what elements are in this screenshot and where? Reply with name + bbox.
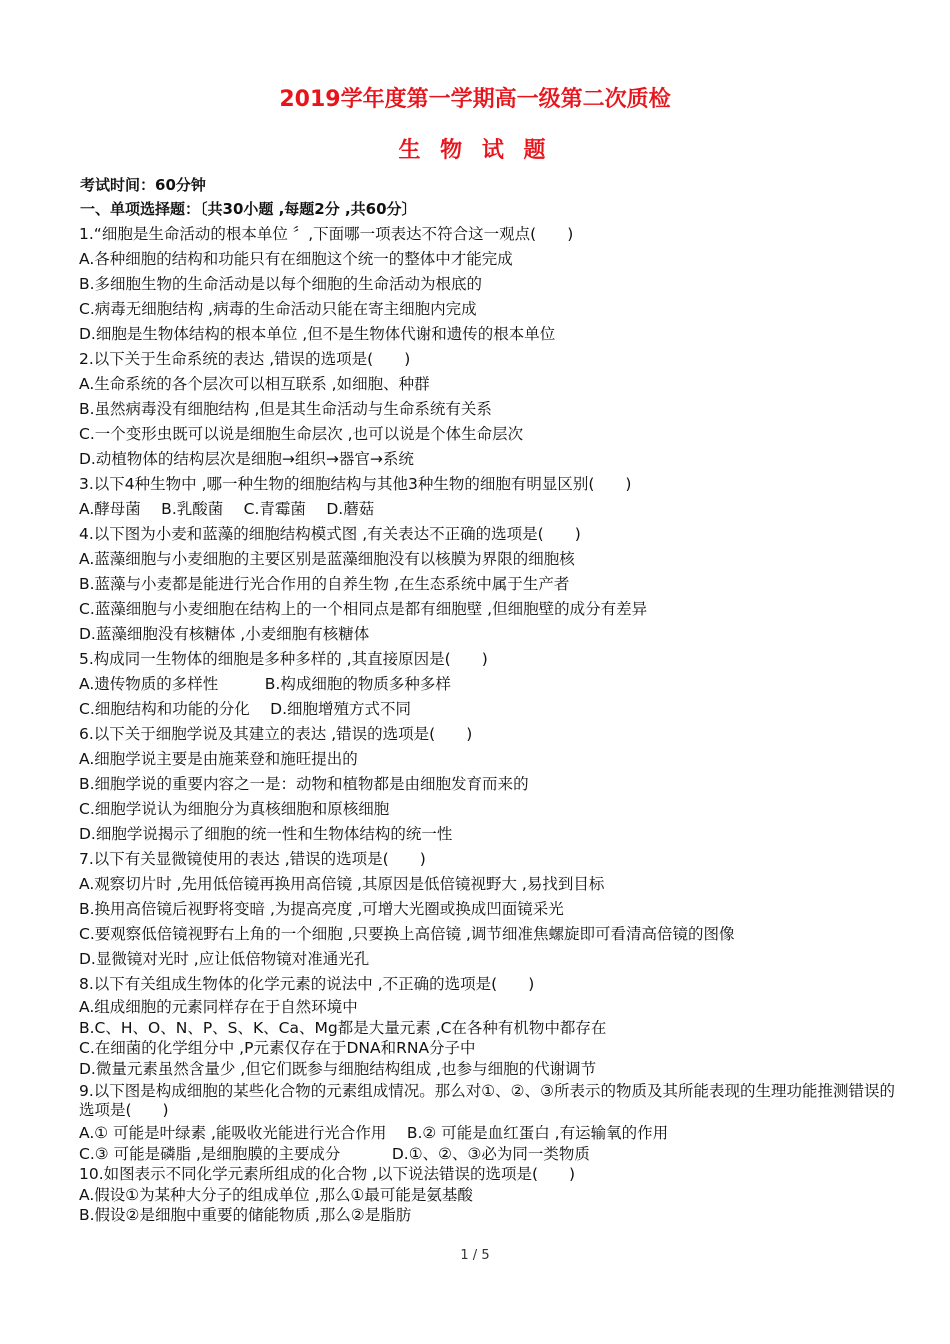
question-line: C.病毒无细胞结构 ,病毒的生命活动只能在寄主细胞内完成 xyxy=(79,300,477,318)
question-line: A.① 可能是叶绿素 ,能吸收光能进行光合作用 B.② 可能是血红蛋白 ,有运输氧的作用 xyxy=(79,1124,669,1142)
question-line: C.要观察低倍镜视野右上角的一个细胞 ,只要换上高倍镜 ,调节细准焦螺旋即可看清高倍镜的图像 xyxy=(79,925,735,943)
question-list xyxy=(79,222,899,1226)
question-line: D.微量元素虽然含量少 ,但它们既参与细胞结构组成 ,也参与细胞的代谢调节 xyxy=(79,1059,597,1078)
question-line: C.细胞学说认为细胞分为真核细胞和原核细胞 xyxy=(79,800,390,818)
question-line: 7.以下有关显微镜使用的表达 ,错误的选项是( ) xyxy=(79,850,426,868)
question-line: A.生命系统的各个层次可以相互联系 ,如细胞、种群 xyxy=(79,375,430,393)
question-line: B.蓝藻与小麦都是能进行光合作用的自养生物 ,在生态系统中属于生产者 xyxy=(79,575,570,593)
question-line: 2.以下关于生命系统的表达 ,错误的选项是( ) xyxy=(79,350,411,368)
exam-title: 2019学年度第一学期高一级第二次质检 xyxy=(279,87,671,112)
question-line: C.细胞结构和功能的分化 D.细胞增殖方式不同 xyxy=(79,700,412,718)
question-line: C.③ 可能是磷脂 ,是细胞膜的主要成分 D.①、②、③必为同一类物质 xyxy=(79,1144,590,1163)
question-line: D.细胞学说揭示了细胞的统一性和生物体结构的统一性 xyxy=(79,825,453,843)
question-line: B.虽然病毒没有细胞结构 ,但是其生命活动与生命系统有关系 xyxy=(79,400,492,418)
question-line: D.蓝藻细胞没有核糖体 ,小麦细胞有核糖体 xyxy=(79,625,370,643)
question-line: 6.以下关于细胞学说及其建立的表达 ,错误的选项是( ) xyxy=(79,725,473,743)
question-line: C.蓝藻细胞与小麦细胞在结构上的一个相同点是都有细胞壁 ,但细胞壁的成分有差异 xyxy=(79,600,648,618)
question-line: B.C、H、O、N、P、S、K、Ca、Mg都是大量元素 ,C在各种有机物中都存在 xyxy=(79,1018,607,1037)
question-line: A.组成细胞的元素同样存在于自然环境中 xyxy=(79,998,358,1016)
question-line: 3.以下4种生物中 ,哪一种生物的细胞结构与其他3种生物的细胞有明显区别( ) xyxy=(79,475,632,493)
question-line: A.酵母菌 B.乳酸菌 C.青霉菌 D.蘑菇 xyxy=(79,500,375,518)
question-line: A.细胞学说主要是由施莱登和施旺提出的 xyxy=(79,750,358,768)
question-line: 10.如图表示不同化学元素所组成的化合物 ,以下说法错误的选项是( ) xyxy=(79,1165,576,1183)
question-line: A.假设①为某种大分子的组成单位 ,那么①最可能是氨基酸 xyxy=(79,1185,473,1204)
question-line: D.细胞是生物体结构的根本单位 ,但不是生物体代谢和遗传的根本单位 xyxy=(79,325,556,343)
question-line: C.一个变形虫既可以说是细胞生命层次 ,也可以说是个体生命层次 xyxy=(79,425,524,443)
question-line: B.细胞学说的重要内容之一是：动物和植物都是由细胞发育而来的 xyxy=(79,775,529,793)
subject-title: 生 物 试 题 xyxy=(398,138,552,163)
question-line: A.蓝藻细胞与小麦细胞的主要区别是蓝藻细胞没有以核膜为界限的细胞核 xyxy=(79,550,575,568)
question-line: 4.以下图为小麦和蓝藻的细胞结构模式图 ,有关表达不正确的选项是( ) xyxy=(79,525,581,543)
question-line: D.显微镜对光时 ,应让低倍物镜对准通光孔 xyxy=(79,950,370,968)
question-line: 9.以下图是构成细胞的某些化合物的元素组成情况。那么对①、②、③所表示的物质及其所能表现的生理功能推测错误的选项是( ) xyxy=(79,1082,895,1119)
page-number: 1 / 5 xyxy=(460,1248,490,1263)
question-line: 1.“细胞是生命活动的根本单位 〞,下面哪一项表达不符合这一观点( ) xyxy=(79,225,574,243)
exam-time: 考试时间：60分钟 xyxy=(80,176,206,194)
question-line: B.假设②是细胞中重要的储能物质 ,那么②是脂肪 xyxy=(79,1206,412,1224)
question-line: A.遗传物质的多样性 B.构成细胞的物质多种多样 xyxy=(79,675,451,693)
question-line: 5.构成同一生物体的细胞是多种多样的 ,其直接原因是( ) xyxy=(79,650,488,668)
question-line: A.各种细胞的结构和功能只有在细胞这个统一的整体中才能完成 xyxy=(79,250,513,268)
question-line: 8.以下有关组成生物体的化学元素的说法中 ,不正确的选项是( ) xyxy=(79,975,535,993)
question-line: C.在细菌的化学组分中 ,P元素仅存在于DNA和RNA分子中 xyxy=(79,1039,476,1057)
question-line: B.多细胞生物的生命活动是以每个细胞的生命活动为根底的 xyxy=(79,275,483,293)
question-line: D.动植物体的结构层次是细胞→组织→器官→系统 xyxy=(79,450,414,468)
section-heading: 一、单项选择题：〔共30小题 ,每题2分 ,共60分〕 xyxy=(80,200,417,218)
question-line: A.观察切片时 ,先用低倍镜再换用高倍镜 ,其原因是低倍镜视野大 ,易找到目标 xyxy=(79,875,605,893)
question-line: B.换用高倍镜后视野将变暗 ,为提高亮度 ,可增大光圈或换成凹面镜采光 xyxy=(79,900,564,918)
